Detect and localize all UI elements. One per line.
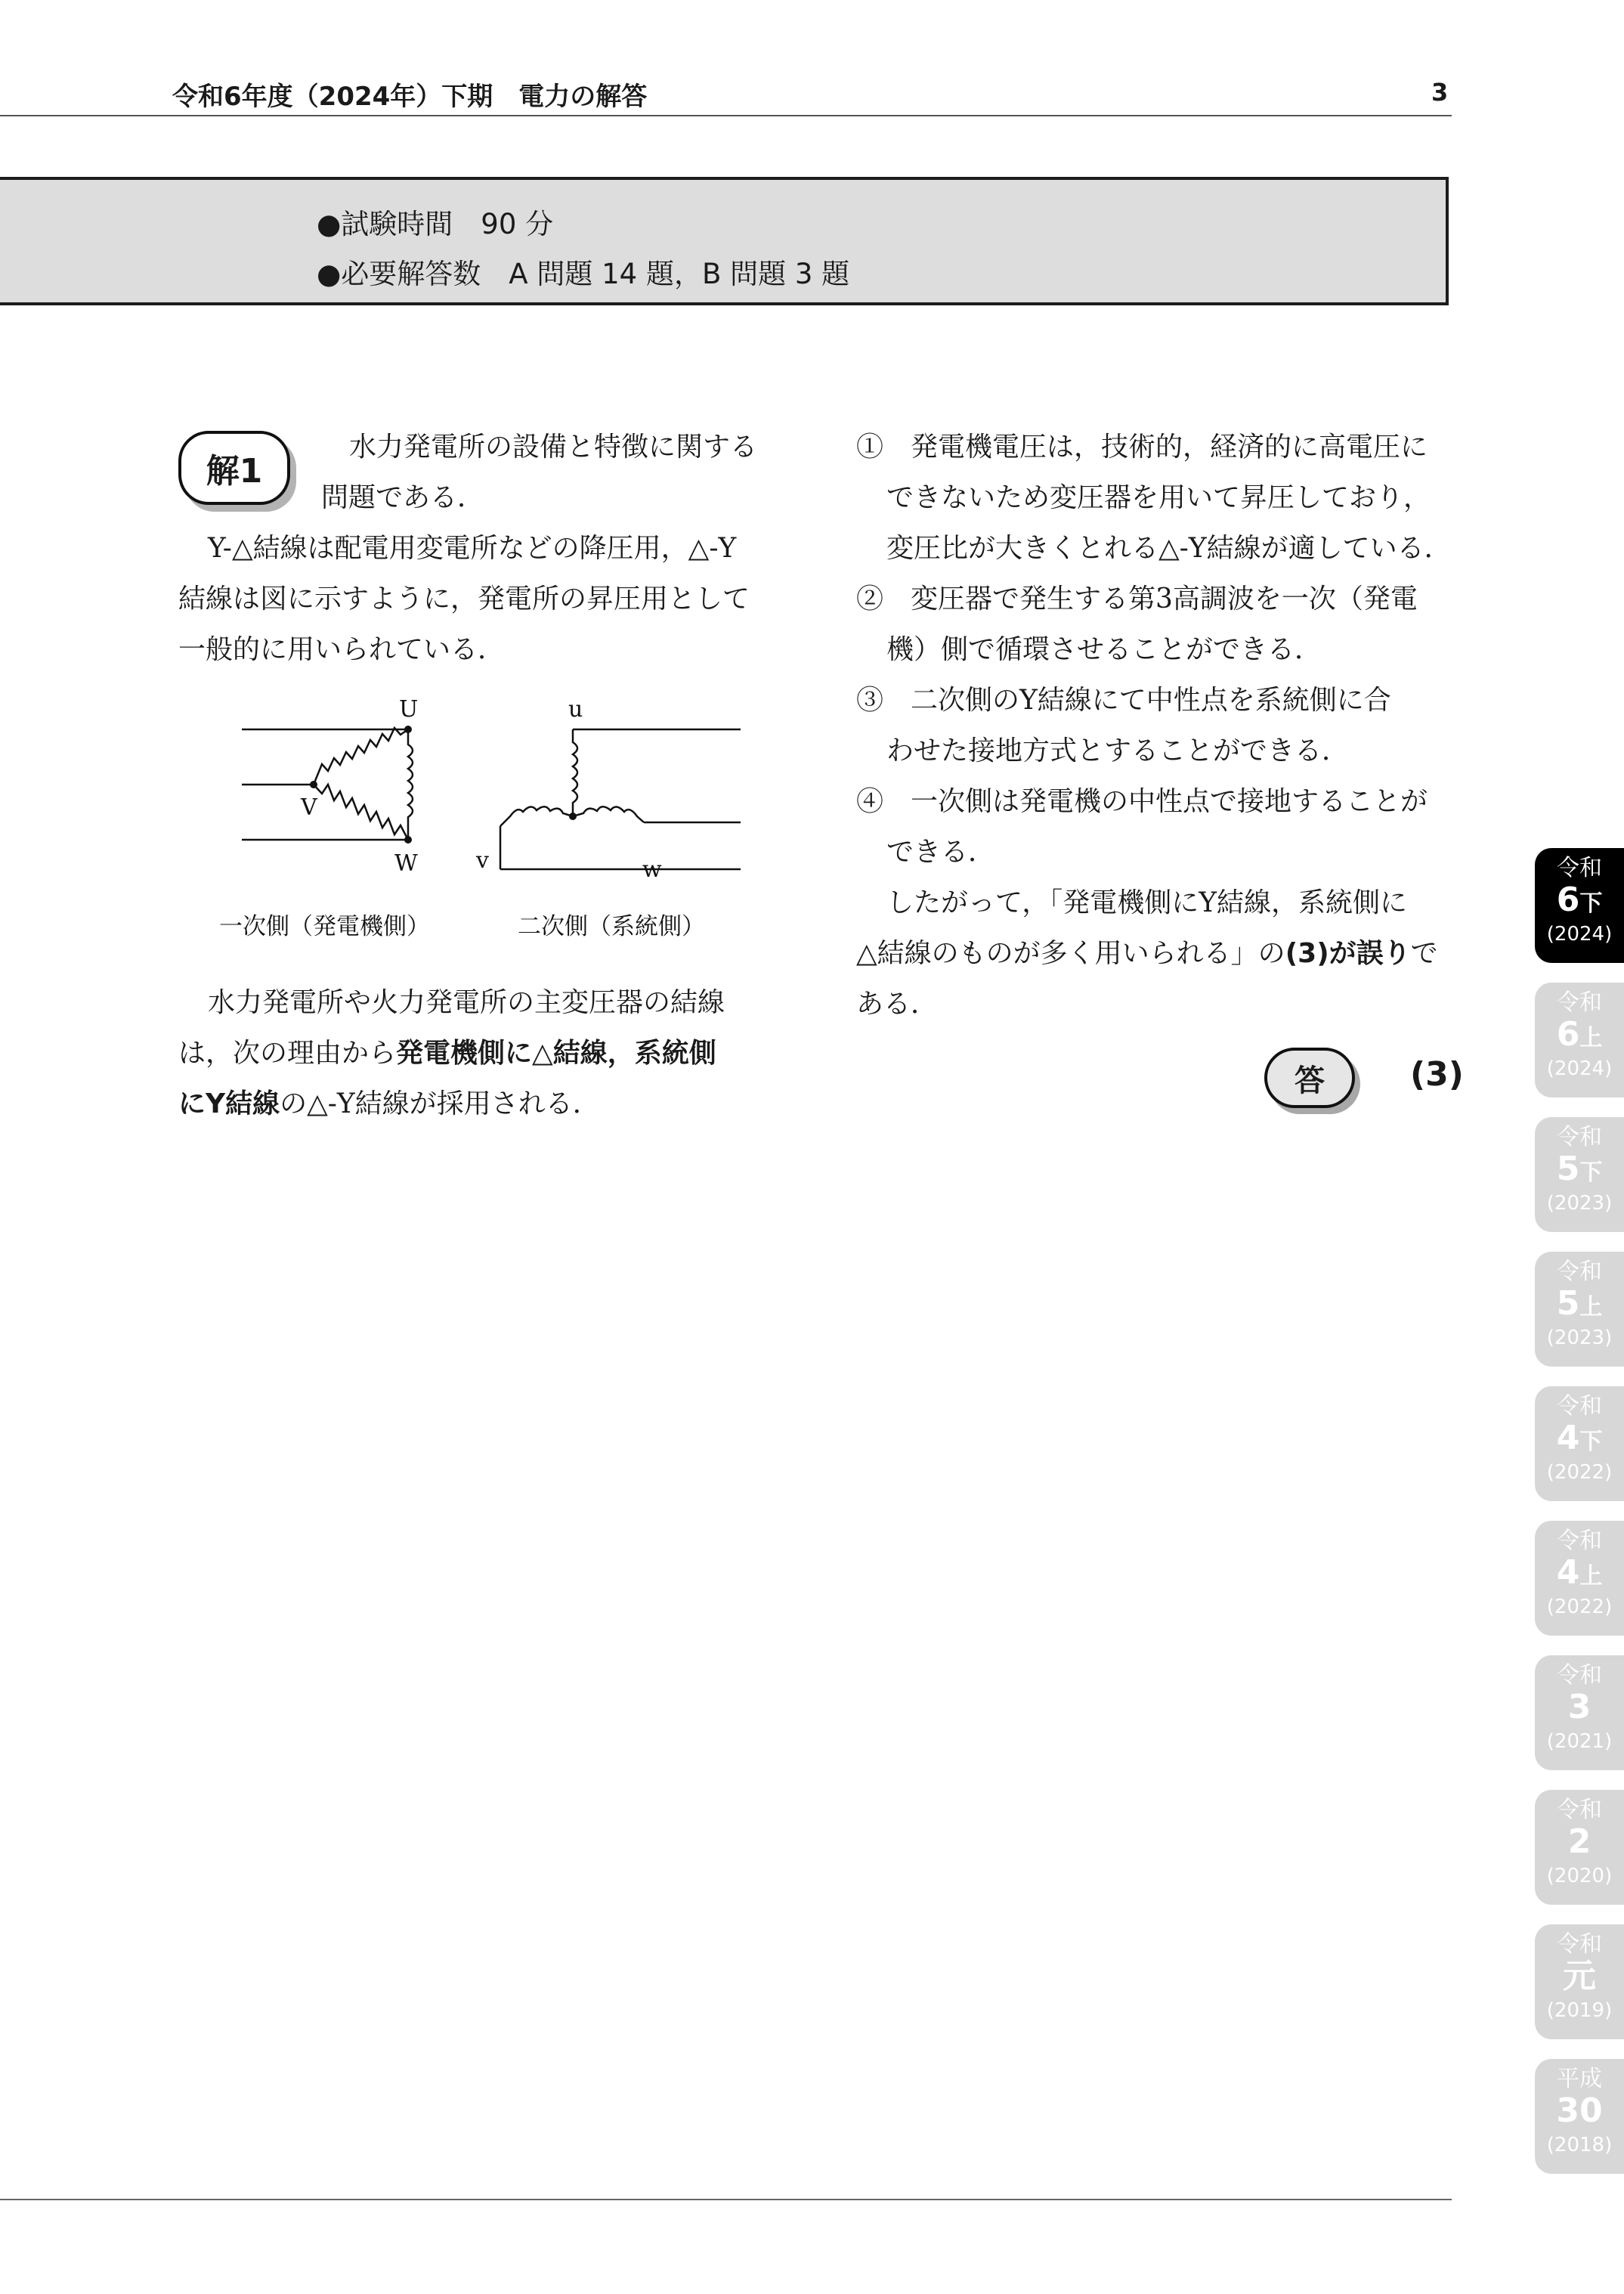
- year-tab-r4-upper[interactable]: [1535, 1521, 1624, 1636]
- year-tab-r5-upper[interactable]: [1535, 1252, 1624, 1367]
- tab-ce: (2022): [1546, 1596, 1613, 1618]
- exam-info-box: [0, 177, 1449, 305]
- required-answers: ●必要解答数 A 問題 14 題，B 問題 3 題: [317, 258, 850, 290]
- tab-ce: (2024): [1546, 1057, 1613, 1080]
- tab-half: 下: [1579, 890, 1603, 917]
- tab-half: 下: [1579, 1429, 1603, 1455]
- answer-value: (3): [1410, 1055, 1464, 1094]
- label-W: W: [394, 850, 418, 877]
- reason-4-line-2: できる．: [886, 837, 996, 868]
- reason-2-line-2: 機）側で循環させることができる．: [886, 634, 1322, 665]
- answer-label: 答: [1264, 1048, 1355, 1108]
- tab-year-num: 3: [1567, 1688, 1592, 1726]
- conclusion-line-2-plain: △結線のものが多く用いられる」の: [856, 938, 1285, 969]
- year-tab-h30[interactable]: [1535, 2059, 1624, 2174]
- neutral-point: [569, 813, 577, 820]
- label-w: w: [642, 856, 662, 883]
- year-tab-r6-lower[interactable]: [1535, 848, 1624, 963]
- para2-line-3-bold: にY結線: [178, 1088, 280, 1119]
- tab-year-num: 4: [1556, 1419, 1580, 1457]
- tab-year-num: 5: [1556, 1150, 1580, 1188]
- label-V: V: [301, 794, 317, 821]
- tab-year: [1535, 2091, 1624, 2132]
- reason-1-line-2: できないため変圧器を用いて昇圧しており，: [886, 482, 1431, 513]
- para2-line-3-plain: の△-Y結線が採用される．: [280, 1088, 600, 1119]
- tab-ce: (2019): [1546, 1999, 1613, 2022]
- tab-year-num: 6: [1556, 1015, 1580, 1054]
- tab-era: 令和: [1557, 1797, 1602, 1823]
- tab-year: [1535, 1822, 1624, 1863]
- para2-line-2-bold: 発電機側に△結線，系統側: [396, 1038, 716, 1069]
- wye-coil-u: [573, 729, 577, 816]
- label-v: v: [476, 847, 489, 874]
- tab-year: [1535, 883, 1624, 921]
- tab-era: 令和: [1557, 1662, 1602, 1689]
- delta-coil-uv: [314, 728, 408, 785]
- node-w: [404, 836, 412, 844]
- year-tab-r3[interactable]: [1535, 1655, 1624, 1770]
- tab-year-num: 4: [1556, 1553, 1580, 1592]
- tab-year: [1535, 1553, 1624, 1594]
- tab-era: 令和: [1557, 855, 1602, 881]
- conclusion-error-choice: (3)が誤り: [1285, 938, 1411, 969]
- tab-era: 令和: [1557, 1931, 1602, 1958]
- tab-ce: (2023): [1546, 1327, 1613, 1349]
- reason-2-line-1: ② 変圧器で発生する第3高調波を一次（発電: [856, 584, 1418, 615]
- tab-ce: (2022): [1546, 1461, 1613, 1484]
- node-u: [404, 726, 412, 733]
- year-tab-r5-lower[interactable]: [1535, 1117, 1624, 1232]
- year-tab-r2[interactable]: [1535, 1790, 1624, 1905]
- caption-secondary: 二次側（系統側）: [518, 913, 705, 940]
- tab-era: 平成: [1557, 2066, 1602, 2092]
- para1-line-1: Y-△結線は配電用変電所などの降圧用，△-Y: [208, 533, 737, 564]
- exam-time: ●試験時間 90 分: [317, 208, 554, 240]
- wye-coil-w: [573, 806, 644, 822]
- para2-line-2: [178, 1032, 716, 1070]
- tab-year-num: 2: [1567, 1822, 1592, 1861]
- tab-year: [1535, 1690, 1624, 1729]
- wye-coil-v: [500, 806, 573, 826]
- tab-ce: (2023): [1546, 1192, 1613, 1215]
- caption-primary: 一次側（発電機側）: [219, 913, 430, 940]
- tab-ce: (2020): [1546, 1865, 1613, 1887]
- node-v: [310, 781, 317, 788]
- tab-ce: (2024): [1546, 923, 1613, 946]
- solution-label: 解1: [178, 431, 290, 505]
- conclusion-line-3: ある．: [856, 989, 939, 1020]
- reason-3-line-2: わせた接地方式とすることができる．: [886, 735, 1350, 766]
- para1-line-2: 結線は図に示すように，発電所の昇圧用として: [178, 584, 750, 615]
- tab-era: 令和: [1557, 1393, 1602, 1419]
- conclusion-line-1: したがって，「発電機側にY結線，系統側に: [886, 887, 1408, 918]
- tab-era: 令和: [1557, 1124, 1602, 1150]
- year-tab-r6-upper[interactable]: [1535, 983, 1624, 1097]
- para2-line-3: [178, 1082, 600, 1121]
- tab-year-num: 元: [1563, 1957, 1596, 1995]
- reason-1-line-1: ① 発電機電圧は，技術的，経済的に高電圧に: [856, 432, 1428, 463]
- tab-era: 令和: [1557, 1258, 1602, 1285]
- para2-line-2-plain: は，次の理由から: [178, 1038, 397, 1069]
- year-tab-r1[interactable]: [1535, 1924, 1624, 2039]
- tab-half: 上: [1579, 1563, 1603, 1590]
- intro-line-1: 水力発電所の設備と特徴に関する: [349, 432, 758, 463]
- delta-coil-vw: [314, 785, 408, 840]
- para2-line-1: 水力発電所や火力発電所の主変圧器の結線: [208, 987, 725, 1018]
- tab-ce: (2018): [1546, 2134, 1613, 2156]
- page-number: 3: [1431, 78, 1449, 107]
- footer-rule: [0, 2199, 1452, 2200]
- tab-year: [1535, 1152, 1624, 1190]
- label-U: U: [399, 696, 419, 723]
- tab-half: 下: [1579, 1159, 1603, 1186]
- delta-wye-diagram: [219, 680, 763, 960]
- conclusion-line-2: [856, 932, 1438, 971]
- tab-year: [1535, 1017, 1624, 1056]
- tab-era: 令和: [1557, 1528, 1602, 1554]
- para1-line-3: 一般的に用いられている．: [178, 634, 506, 665]
- tab-half: 上: [1579, 1294, 1603, 1320]
- tab-year: [1535, 1286, 1624, 1325]
- tab-half: 上: [1579, 1025, 1603, 1051]
- tab-year: [1535, 1959, 1624, 1998]
- reason-1-line-3: 変圧比が大きくとれる△-Y結線が適している．: [886, 533, 1452, 564]
- reason-4-line-1: ④ 一次側は発電機の中性点で接地することが: [856, 786, 1428, 817]
- tab-year: [1535, 1421, 1624, 1460]
- tab-year-num: 6: [1556, 881, 1580, 919]
- tab-era: 令和: [1557, 989, 1602, 1016]
- delta-coil-uw: [408, 729, 413, 840]
- header-rule: [0, 115, 1452, 116]
- intro-line-2: 問題である．: [321, 482, 485, 513]
- year-tab-r4-lower[interactable]: [1535, 1386, 1624, 1501]
- label-u: u: [568, 696, 583, 723]
- running-header: 令和6年度（2024年）下期 電力の解答: [172, 82, 648, 112]
- tab-year-num: 30: [1556, 2091, 1603, 2130]
- tab-year-num: 5: [1556, 1284, 1580, 1323]
- conclusion-line-2-tail: で: [1410, 938, 1438, 969]
- tab-ce: (2021): [1546, 1730, 1613, 1753]
- reason-3-line-1: ③ 二次側のY結線にて中性点を系統側に合: [856, 685, 1391, 716]
